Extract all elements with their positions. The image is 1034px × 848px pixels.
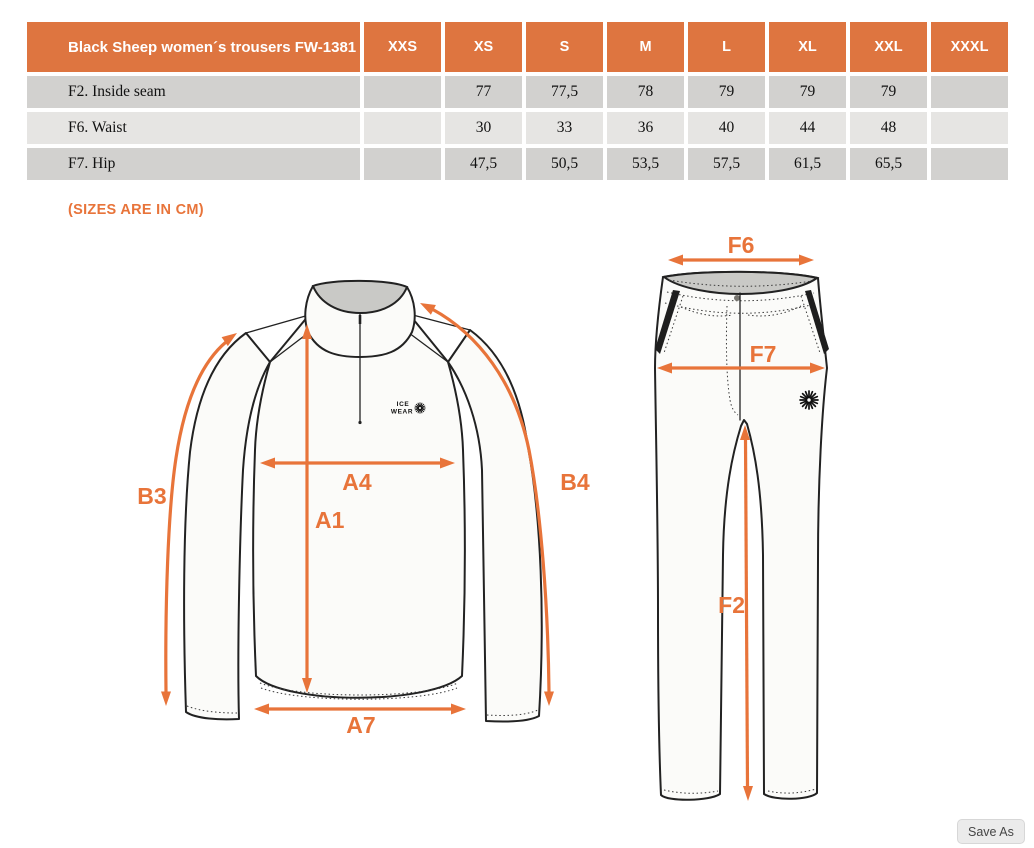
col-header-s: S bbox=[526, 22, 603, 72]
table-cell: 79 bbox=[688, 76, 765, 108]
table-cell: 65,5 bbox=[850, 148, 927, 180]
measurement-label-b3: B3 bbox=[137, 483, 167, 509]
measurement-label-a1: A1 bbox=[315, 507, 345, 533]
table-cell: 47,5 bbox=[445, 148, 522, 180]
table-cell: 79 bbox=[850, 76, 927, 108]
row-label: F7. Hip bbox=[27, 148, 360, 180]
measurement-label-f7: F7 bbox=[749, 341, 777, 367]
measurement-label-a7: A7 bbox=[346, 712, 376, 738]
table-cell: 79 bbox=[769, 76, 846, 108]
table-cell: 78 bbox=[607, 76, 684, 108]
measurement-label-b4: B4 bbox=[560, 469, 590, 495]
measurement-label-f2: F2 bbox=[718, 592, 745, 618]
sweater-logo-text-wear: WEAR bbox=[390, 408, 414, 416]
table-cell bbox=[931, 76, 1008, 108]
size-table bbox=[27, 22, 1008, 180]
table-cell: 30 bbox=[445, 112, 522, 144]
sizes-note: (SIZES ARE IN CM) bbox=[68, 202, 204, 218]
table-cell: 53,5 bbox=[607, 148, 684, 180]
table-cell: 61,5 bbox=[769, 148, 846, 180]
col-header-m: M bbox=[607, 22, 684, 72]
col-header-xl: XL bbox=[769, 22, 846, 72]
table-cell bbox=[364, 148, 441, 180]
sweater-body bbox=[253, 314, 465, 698]
trousers-drawing bbox=[655, 232, 829, 801]
table-cell: 44 bbox=[769, 112, 846, 144]
table-cell bbox=[931, 148, 1008, 180]
table-title: Black Sheep women´s trousers FW-1381 bbox=[27, 22, 360, 72]
save-as-button[interactable]: Save As bbox=[957, 819, 1025, 844]
table-cell: 77,5 bbox=[526, 76, 603, 108]
col-header-xxxl: XXXL bbox=[931, 22, 1008, 72]
waist-button bbox=[734, 295, 740, 301]
table-cell bbox=[931, 112, 1008, 144]
measurement-label-f6: F6 bbox=[727, 232, 755, 258]
row-label: F2. Inside seam bbox=[27, 76, 360, 108]
sweater-logo-text-ice: ICE bbox=[396, 401, 410, 408]
table-cell: 33 bbox=[526, 112, 603, 144]
col-header-xxl: XXL bbox=[850, 22, 927, 72]
sweater-drawing bbox=[137, 281, 590, 738]
table-cell: 77 bbox=[445, 76, 522, 108]
table-cell bbox=[364, 76, 441, 108]
col-header-xs: XS bbox=[445, 22, 522, 72]
table-cell bbox=[364, 112, 441, 144]
garment-diagrams bbox=[0, 230, 1034, 848]
row-label: F6. Waist bbox=[27, 112, 360, 144]
table-cell: 50,5 bbox=[526, 148, 603, 180]
trousers-body bbox=[655, 272, 827, 800]
measurement-label-a4: A4 bbox=[342, 469, 372, 495]
col-header-xxs: XXS bbox=[364, 22, 441, 72]
table-cell: 36 bbox=[607, 112, 684, 144]
table-cell: 57,5 bbox=[688, 148, 765, 180]
table-cell: 48 bbox=[850, 112, 927, 144]
table-cell: 40 bbox=[688, 112, 765, 144]
col-header-l: L bbox=[688, 22, 765, 72]
